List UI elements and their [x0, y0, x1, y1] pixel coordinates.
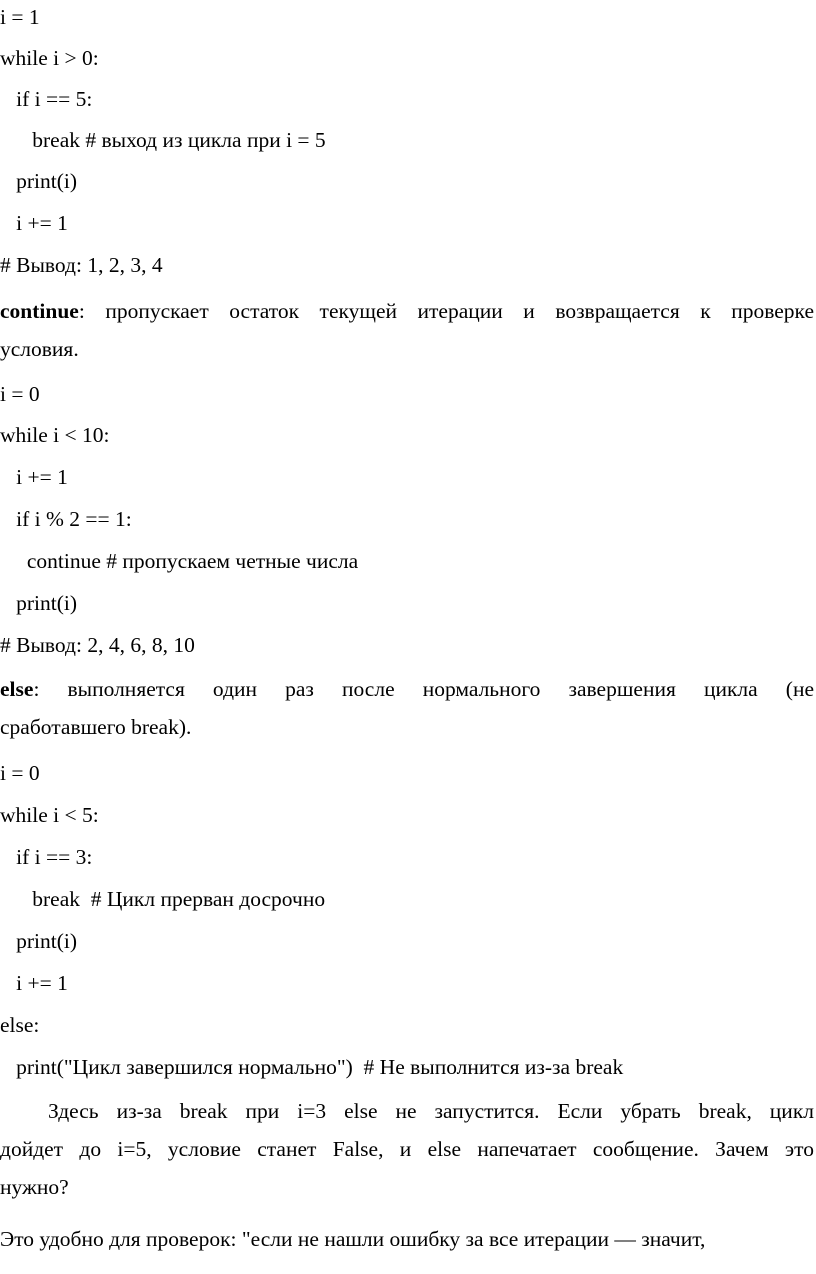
- code-comment: # Вывод: 2, 4, 6, 8, 10: [0, 633, 195, 657]
- code-line: if i % 2 == 1:: [0, 507, 132, 531]
- paragraph-line: Это удобно для проверок: "если не нашли ошибку за все итерации — значит,: [0, 1227, 706, 1251]
- continue-description: [0, 292, 814, 368]
- code-line: i += 1: [0, 971, 68, 995]
- code-line: break # Цикл прерван досрочно: [0, 887, 326, 911]
- explanation-line-2: дойдет до i=5, условие станет False, и else напечатает сообщение. Зачем это: [0, 1137, 814, 1161]
- code-line: print(i): [0, 929, 78, 953]
- code-line: print("Цикл завершился нормально") # Не выполнится из-за break: [0, 1055, 624, 1079]
- code-line: print(i): [0, 169, 78, 193]
- code-line: else:: [0, 1013, 40, 1037]
- code-line: if i == 3:: [0, 845, 93, 869]
- code-line: i += 1: [0, 465, 68, 489]
- code-line: continue # пропускаем четные числа: [0, 549, 359, 573]
- explanation-paragraph: [0, 1092, 814, 1206]
- code-line: i = 0: [0, 382, 40, 406]
- code-comment: # Вывод: 1, 2, 3, 4: [0, 253, 163, 277]
- continue-desc-line-1: [0, 292, 814, 330]
- code-line: i = 1: [0, 5, 40, 29]
- else-desc-line-1: [0, 670, 814, 708]
- else-desc-text: : выполняется один раз после нормального завершения цикла (не: [33, 677, 814, 701]
- code-line: i = 0: [0, 761, 40, 785]
- code-line: while i < 10:: [0, 423, 110, 447]
- keyword-else: else: [0, 677, 34, 701]
- code-line: while i < 5:: [0, 803, 99, 827]
- code-line: print(i): [0, 591, 78, 615]
- else-description: [0, 670, 814, 746]
- continue-desc-text: : пропускает остаток текущей итерации и возвращается к проверке: [78, 299, 814, 323]
- explanation-line-3: нужно?: [0, 1175, 69, 1199]
- continue-desc-line-2: условия.: [0, 337, 79, 361]
- code-line: if i == 5:: [0, 87, 93, 111]
- code-line: while i > 0:: [0, 46, 99, 70]
- code-line: i += 1: [0, 211, 68, 235]
- keyword-continue: continue: [0, 299, 79, 323]
- else-desc-line-2: сработавшего break).: [0, 715, 192, 739]
- explanation-line-1: Здесь из-за break при i=3 else не запустится. Если убрать break, цикл: [48, 1099, 814, 1123]
- code-line: break # выход из цикла при i = 5: [0, 128, 326, 152]
